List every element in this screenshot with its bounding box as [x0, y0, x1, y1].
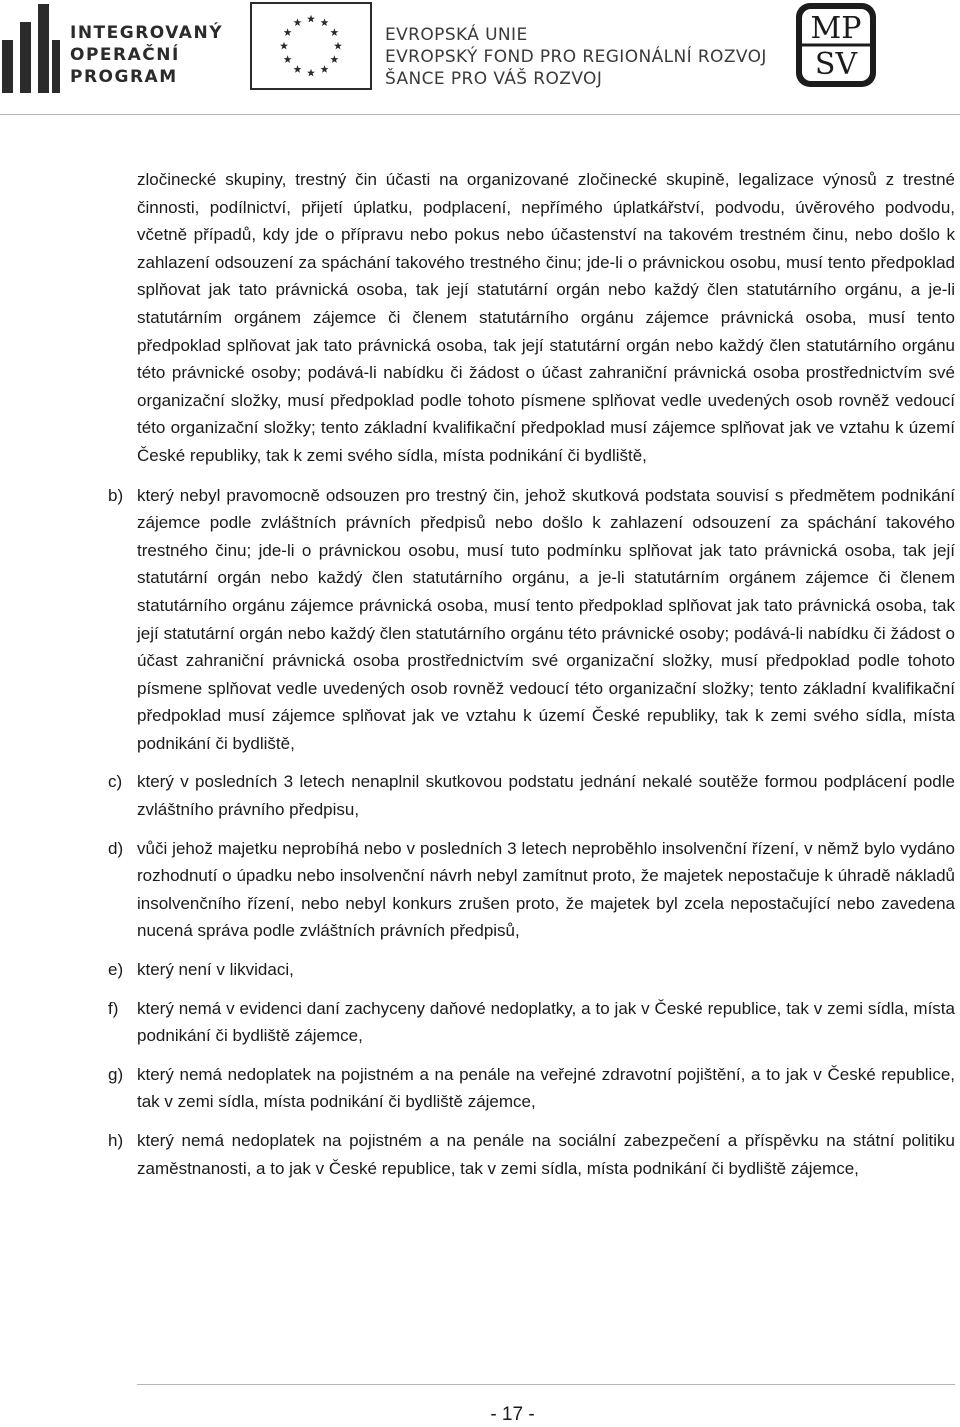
list-marker: e) — [108, 960, 124, 980]
iop-bars-icon — [0, 0, 66, 96]
page-header — [0, 0, 960, 116]
list-marker: c) — [108, 772, 123, 792]
list-marker: d) — [108, 838, 124, 858]
page-number: - 17 - — [490, 1404, 535, 1425]
eu-logo-block — [250, 2, 767, 90]
list-item-text: který v posledních 3 letech nenaplnil skutkovou podstatu jednání nekalé soutěže formou podplácení podle zvláštního právního předpisu, — [137, 772, 955, 820]
header-divider — [0, 114, 960, 115]
iop-line-3: PROGRAM — [70, 67, 178, 87]
list-item-text: který není v likvidaci, — [137, 960, 294, 980]
list-marker: f) — [108, 998, 119, 1018]
list-item-c — [108, 768, 955, 823]
document-body — [0, 166, 960, 1182]
mpsv-bottom-text: SV — [814, 47, 858, 82]
mpsv-top-text: MP — [810, 11, 862, 46]
list-item-text: který nemá nedoplatek na pojistném a na penále na veřejné zdravotní pojištění, a to jak v České republice, tak v zemi sídla, místa podnikání či bydliště zájemce, — [137, 1064, 955, 1112]
eu-line-1: EVROPSKÁ UNIE — [385, 25, 528, 45]
list-item-text: který nemá v evidenci daní zachyceny daňové nedoplatky, a to jak v České republice, tak v zemi sídla, místa podnikání či bydliště zájemce, — [137, 998, 955, 1046]
list-item-text: který nemá nedoplatek na pojistném a na penále na sociální zabezpečení a příspěvku na státní politiku zaměstnanosti, a to jak v České republice, tak v zemi sídla, místa podnikání či bydliště zájemce, — [137, 1131, 955, 1178]
list-item-text: který nebyl pravomocně odsouzen pro trestný čin, jehož skutková podstata souvisí s předmětem podnikání zájemce podle zvláštních právních předpisů nebo došlo k zahlazení odsouzení za spáchání takového trestného činu; jde-li o právnickou osobu, musí tuto podmínku splňovat jak tato právnická osoba, tak její statutární orgán nebo každý člen statutárního orgánu, a je-li statutárním orgánem zájemce či členem statutárního orgánu zájemce právnická osoba, musí tento předpoklad splňovat jak tato právnická osoba, tak její statutární orgán nebo každý člen statutárního orgánu této právnické osoby; podává-li nabídku či žádost o účast zahraniční právnická osoba prostřednictvím své organizační složky, musí předpoklad podle tohoto písmene splňovat vedle uvedených osob rovněž vedoucí této organizační složky; tento základní kvalifikační předpoklad musí zájemce splňovat jak ve vztahu k území České republiky, tak k zemi svého sídla, místa podnikání či bydliště, — [137, 485, 955, 753]
iop-logo — [0, 0, 240, 96]
eu-line-3: ŠANCE PRO VÁŠ ROZVOJ — [385, 69, 603, 89]
eu-text — [385, 24, 767, 90]
list-item-text: vůči jehož majetku neprobíhá nebo v posledních 3 letech neproběhlo insolvenční řízení, v němž bylo vydáno rozhodnutí o úpadku nebo insolvenční návrh nebyl zamítnut proto, že majetek nepostačuje k úhradě nákladů insolvenčního řízení, nebo nebyl konkurs zrušen proto, že majetek byl zcela nepostačující nebo zavedena nucená správa podle zvláštních právních předpisů, — [137, 838, 955, 941]
iop-line-1: INTEGROVANÝ — [70, 23, 223, 43]
continuation-paragraph: zločinecké skupiny, trestný čin účasti na organizované zločinecké skupině, legalizace výnosů z trestné činnosti, podílnictví, přijetí úplatku, podplacení, nepřímého úplatkářství, podvodu, úvěrového podvodu, včetně případů, kdy jde o přípravu nebo pokus nebo účastenství na takovém trestném činu, nebo došlo k zahlazení odsouzení za spáchání takového trestného činu; jde-li o právnickou osobu, musí tento předpoklad splňovat jak tato právnická osoba, tak její statutární orgán nebo každý člen statutárního orgánu, a je-li statutárním orgánem zájemce či členem statutárního orgánu zájemce právnická osoba, musí tento předpoklad splňovat jak tato právnická osoba, tak její statutární orgán nebo každý člen statutárního orgánu této právnické osoby; podává-li nabídku či žádost o účast zahraniční právnická osoba prostřednictvím své organizační složky, musí předpoklad podle tohoto písmene splňovat vedle uvedených osob rovněž vedoucí této organizační složky; tento základní kvalifikační předpoklad musí zájemce splňovat jak ve vztahu k území České republiky, tak k zemi svého sídla, místa podnikání či bydliště, — [137, 170, 955, 465]
iop-wordmark — [70, 22, 223, 88]
list-marker: b) — [108, 485, 124, 505]
list-marker: h) — [108, 1131, 124, 1150]
list-marker: g) — [108, 1064, 124, 1084]
footer-divider — [137, 1384, 955, 1385]
eu-flag-icon — [250, 2, 372, 90]
list-item-h — [108, 1127, 955, 1182]
eu-line-2: EVROPSKÝ FOND PRO REGIONÁLNÍ ROZVOJ — [385, 47, 767, 67]
list-item-g — [108, 1061, 955, 1116]
list-item-f — [108, 995, 955, 1050]
mpsv-logo — [795, 2, 877, 88]
iop-line-2: OPERAČNÍ — [70, 45, 180, 65]
list-item-d — [108, 835, 955, 945]
list-item-b — [108, 482, 955, 758]
list-item-e — [108, 956, 955, 984]
